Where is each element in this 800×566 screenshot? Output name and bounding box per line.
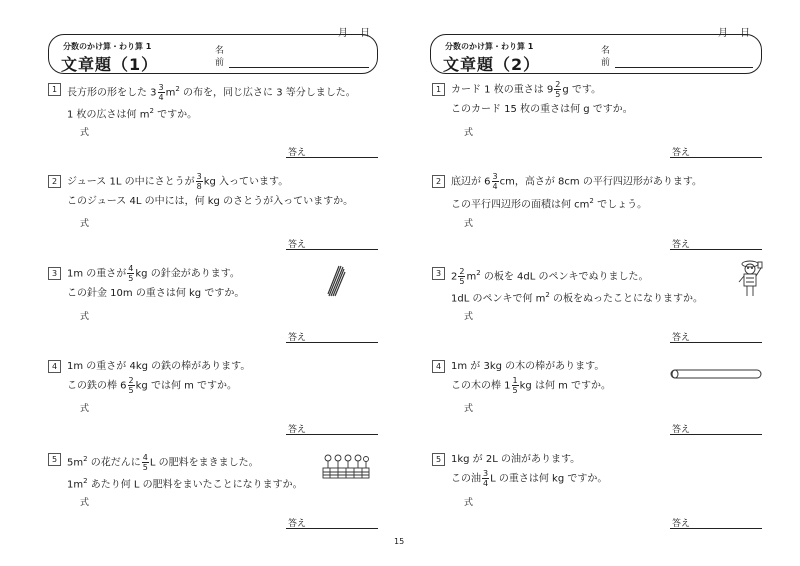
answer-label: 答え	[288, 148, 307, 158]
question-number: 4	[432, 360, 445, 373]
series-label: 分数のかけ算・わり算 1	[445, 42, 534, 51]
shiki-label: 式	[464, 498, 474, 508]
series-label: 分数のかけ算・わり算 1	[63, 42, 152, 51]
fraction: $\frac{2}{5}$	[555, 80, 561, 99]
wooden-stick-icon	[670, 364, 762, 383]
name-label-2: 前	[215, 58, 225, 68]
worksheet-header	[430, 34, 762, 74]
fraction: $\frac{1}{5}$	[512, 376, 518, 395]
answer-line[interactable]	[670, 157, 762, 158]
shiki-label: 式	[80, 498, 90, 508]
question-number: 1	[432, 83, 445, 96]
answer-line[interactable]	[670, 342, 762, 343]
answer-label: 答え	[672, 519, 691, 529]
answer-label: 答え	[672, 148, 691, 158]
wire-coil-icon	[326, 264, 346, 302]
answer-label: 答え	[672, 425, 691, 435]
question-text: 1m が 3kg の木の棒があります。 この木の棒 1 $\frac{1}{5}$ kg は何 m ですか。	[451, 361, 612, 395]
question-number: 5	[48, 453, 61, 466]
shiki-label: 式	[464, 312, 474, 322]
shiki-label: 式	[80, 404, 90, 414]
name-label-2: 前	[601, 58, 611, 68]
question-number: 4	[48, 360, 61, 373]
worksheet-title: 文章題（2）	[443, 55, 541, 74]
question-text: ジュース 1L の中にさとうが $\frac{3}{8}$ kg 入っています。 このジュース 4L の中には，何 kg のさとうが入っていますか。	[67, 172, 354, 207]
answer-line[interactable]	[286, 342, 378, 343]
question-number: 2	[48, 175, 61, 188]
fraction: $\frac{4}{5}$	[142, 452, 148, 472]
date-field: 月 日	[338, 28, 371, 39]
painter-icon	[736, 258, 764, 302]
question-text: $5m^2$ の花だんに $\frac{4}{5}$ L の肥料をまきました。 $1m^2$ あたり何 L の肥料をまいたことになりますか。	[67, 452, 303, 491]
shiki-label: 式	[80, 312, 90, 322]
answer-line[interactable]	[286, 157, 378, 158]
question-text: カード 1 枚の重さは 9 $\frac{2}{5}$ g です。 このカード 15 枚の重さは何 g ですか。	[451, 80, 633, 115]
question-text: 長方形の形をした 3 $\frac{3}{4}$ $m^2$ の布を，同じ広さに 3 等分しました。 1 枚の広さは何 $m^2$ ですか。	[67, 82, 356, 121]
answer-line[interactable]	[670, 528, 762, 529]
question-number: 2	[432, 175, 445, 188]
worksheet-title: 文章題（1）	[61, 55, 159, 74]
shiki-label: 式	[464, 404, 474, 414]
fraction: $\frac{2}{5}$	[459, 266, 465, 286]
question-text: 底辺が 6 $\frac{3}{4}$ cm，高さが 8cm の平行四辺形があります。 この平行四辺形の面積は何 $cm^2$ でしょう。	[451, 172, 703, 210]
question-number: 3	[48, 267, 61, 280]
answer-label: 答え	[288, 240, 307, 250]
flower-bed-icon	[322, 452, 370, 484]
name-label: 名	[215, 46, 225, 56]
name-label: 名	[601, 46, 611, 56]
date-field: 月 日	[718, 28, 751, 39]
fraction: $\frac{3}{4}$	[158, 82, 164, 102]
fraction: $\frac{3}{4}$	[492, 172, 498, 191]
question-number: 1	[48, 83, 61, 96]
name-entry-line[interactable]	[229, 67, 369, 68]
question-number: 5	[432, 453, 445, 466]
answer-line[interactable]	[286, 528, 378, 529]
question-number: 3	[432, 267, 445, 280]
answer-line[interactable]	[286, 434, 378, 435]
shiki-label: 式	[464, 128, 474, 138]
answer-label: 答え	[288, 425, 307, 435]
shiki-label: 式	[464, 219, 474, 229]
fraction: $\frac{4}{5}$	[128, 264, 134, 283]
question-text: 1m の重さが 4kg の鉄の棒があります。 この鉄の棒 6 $\frac{2}{5}$ kg では何 m ですか。	[67, 361, 251, 395]
fraction: $\frac{3}{8}$	[196, 172, 202, 191]
answer-label: 答え	[288, 333, 307, 343]
name-entry-line[interactable]	[615, 67, 753, 68]
question-text: 1m の重さが $\frac{4}{5}$ kg の針金があります。 この針金 10m の重さは何 kg ですか。	[67, 264, 245, 299]
worksheet-header	[48, 34, 378, 74]
fraction: $\frac{3}{4}$	[483, 469, 489, 488]
answer-label: 答え	[288, 519, 307, 529]
right-worksheet-page	[400, 0, 800, 566]
answer-label: 答え	[672, 240, 691, 250]
answer-line[interactable]	[286, 249, 378, 250]
answer-line[interactable]	[670, 249, 762, 250]
shiki-label: 式	[80, 128, 90, 138]
question-text: 2 $\frac{2}{5}$ $m^2$ の板を 4dL のペンキでぬりました。 1dL のペンキで何 $m^2$ の板をぬったことになりますか。	[451, 266, 704, 305]
page-number: 15	[394, 537, 405, 546]
answer-label: 答え	[672, 333, 691, 343]
answer-line[interactable]	[670, 434, 762, 435]
question-text: 1kg が 2L の油があります。 この油 $\frac{3}{4}$ L の重さは何 kg ですか。	[451, 454, 608, 488]
fraction: $\frac{2}{5}$	[128, 376, 134, 395]
shiki-label: 式	[80, 219, 90, 229]
